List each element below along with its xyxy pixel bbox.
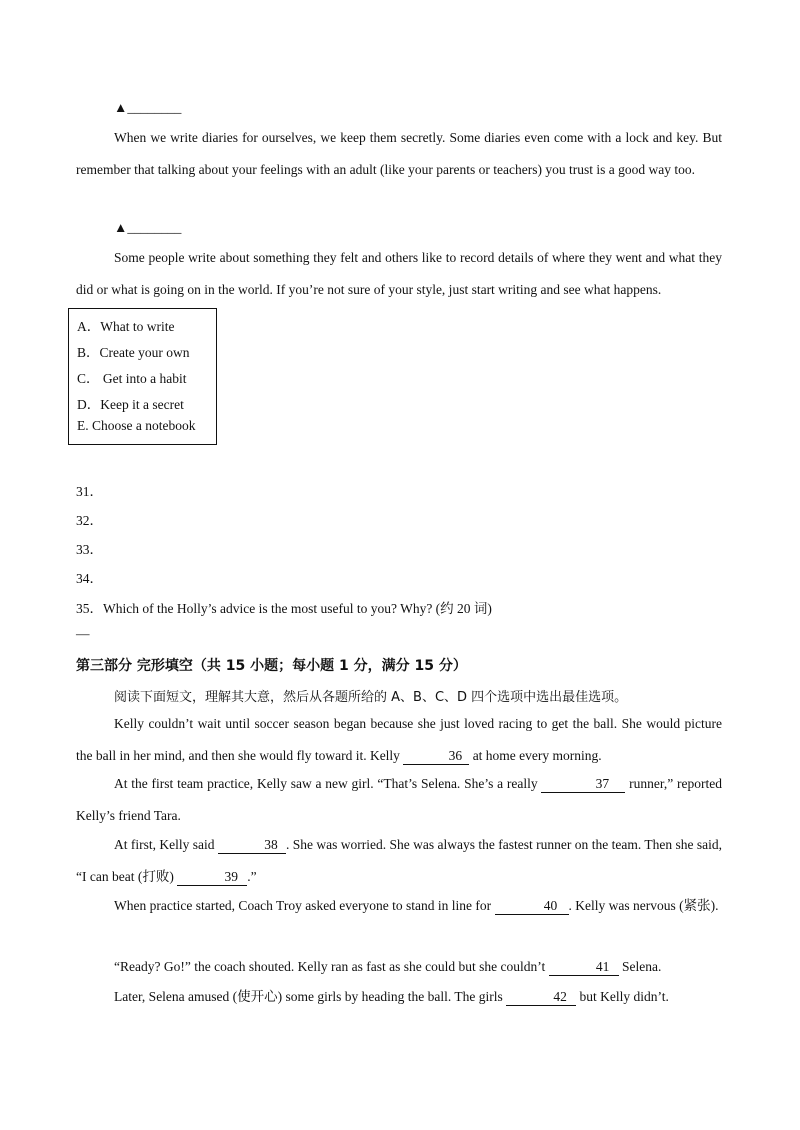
blank-42[interactable]: 42 xyxy=(506,989,576,1006)
option-b: B．Create your own xyxy=(77,345,190,360)
cloze-paragraph-2: At the first team practice, Kelly saw a new girl. “That’s Selena. She’s a really 37 runner,” reported Kelly’s friend Tara. xyxy=(76,776,722,823)
paragraph-what-to-write: Some people write about something they felt and others like to record details of where they went and what they did or what is going on in the world. If you’re not sure of your style, just start writing and see what happens. xyxy=(76,250,722,297)
blank-37[interactable]: 37 xyxy=(541,776,625,793)
heading-blank-2[interactable]: ▲________ xyxy=(114,220,182,235)
question-34: 34． xyxy=(76,571,103,586)
question-31: 31． xyxy=(76,484,103,499)
option-c: C． Get into a habit xyxy=(77,371,187,386)
option-a: A．What to write xyxy=(77,319,175,334)
cloze-paragraph-6: Later, Selena amused (使开心) some girls by heading the ball. The girls 42 but Kelly didn’t. xyxy=(114,989,669,1004)
cloze-paragraph-3: At first, Kelly said 38 . She was worried. She was always the fastest runner on the team. Then she said, “I can beat (打败) 39 .” xyxy=(76,837,722,884)
section-title: 第三部分 完形填空（共 15 小题；每小题 1 分，满分 15 分） xyxy=(76,658,467,674)
section-instruction: 阅读下面短文，理解其大意，然后从各题所给的 A、B、C、D 四个选项中选出最佳选项。 xyxy=(114,690,628,705)
cloze-paragraph-5: “Ready? Go!” the coach shouted. Kelly ran as fast as she could but she couldn’t 41 Selena. xyxy=(114,959,662,974)
option-e: E. Choose a notebook xyxy=(77,418,196,433)
answer-dash[interactable]: — xyxy=(76,626,90,641)
blank-36[interactable]: 36 xyxy=(403,748,469,765)
blank-39[interactable]: 39 xyxy=(177,869,247,886)
option-d: D．Keep it a secret xyxy=(77,397,184,412)
paragraph-keep-secret: When we write diaries for ourselves, we keep them secretly. Some diaries even come with a lock and key. But remember that talking about your feelings with an adult (like your parents or teachers) you trust is a good way too. xyxy=(76,130,722,177)
question-32: 32． xyxy=(76,513,103,528)
heading-blank-1[interactable]: ▲________ xyxy=(114,100,182,115)
options-box xyxy=(68,308,217,445)
cloze-paragraph-4: When practice started, Coach Troy asked everyone to stand in line for 40 . Kelly was nervous (紧张). xyxy=(114,898,719,913)
cloze-paragraph-1: Kelly couldn’t wait until soccer season began because she just loved racing to get the ball. She would picture the ball in her mind, and then she would fly toward it. Kelly 36 at home every morning. xyxy=(76,716,722,763)
question-33: 33． xyxy=(76,542,103,557)
blank-41[interactable]: 41 xyxy=(549,959,619,976)
blank-40[interactable]: 40 xyxy=(495,898,569,915)
question-35: 35．Which of the Holly’s advice is the most useful to you? Why? (约 20 词) xyxy=(76,601,492,616)
blank-38[interactable]: 38 xyxy=(218,837,286,854)
